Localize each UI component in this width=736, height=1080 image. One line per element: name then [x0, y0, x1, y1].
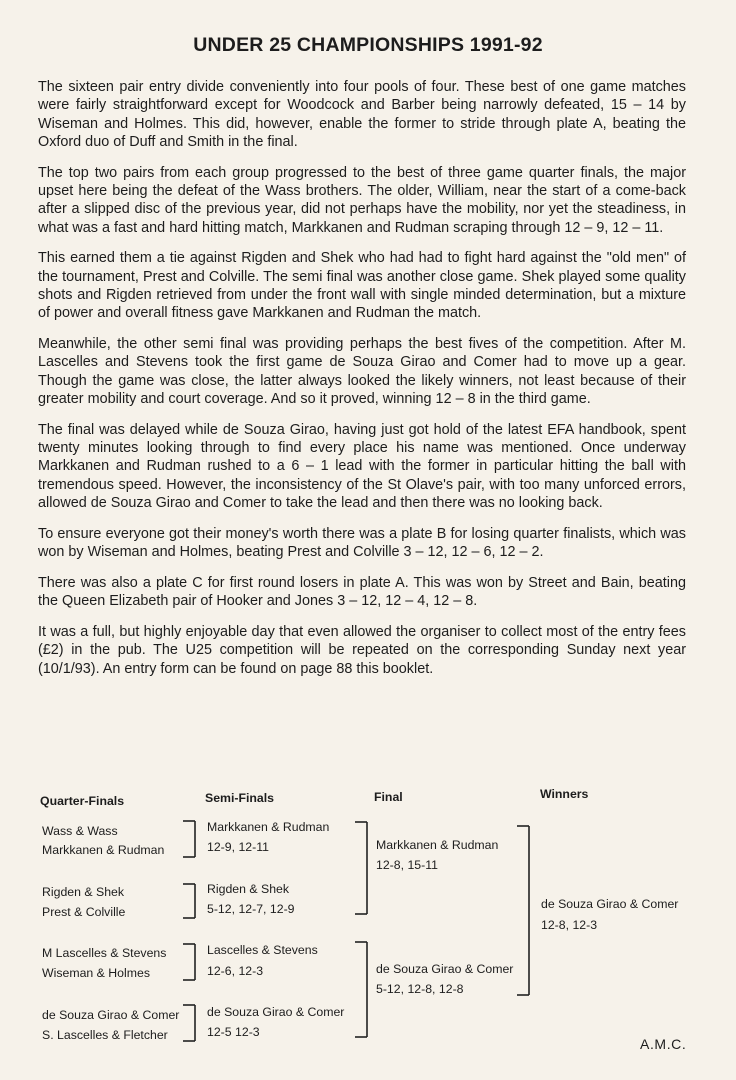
header-final: Final — [374, 790, 403, 804]
final-team: de Souza Girao & Comer — [376, 962, 514, 976]
paragraph: The sixteen pair entry divide conveniently into four pools of four. These best of one game matches were fairly straightforward except for Woodcock and Barber being narrowly defeated, 15 – 14 by Wiseman and Holmes. This did, however, enable the former to stride through plate A, beating the Oxford duo of Duff and Smith in the final. — [38, 79, 686, 150]
final-score: 12-8, 15-11 — [376, 858, 438, 872]
semi-final-score: 12-9, 12-11 — [207, 840, 269, 854]
paragraph: The final was delayed while de Souza Girao, having just got hold of the latest EFA handbook, spent twenty minutes looking through to find every place his name was mentioned. Once underway Markkanen and Rudman rushed to a 6 – 1 lead with the former in particular hitting the ball with tremendous speed. However, the inconsistency of the St Olave's pair, with too many unforced errors, allowed de Souza Girao and Comer to take the lead and then there was no looking back. — [38, 421, 686, 511]
paragraph: Meanwhile, the other semi final was providing perhaps the best fives of the competition. After M. Lascelles and Stevens took the first game de Souza Girao and Comer had to move up a gear. Though the game was close, the latter always looked the likely winners, not least because of their greater mobility and court coverage. And so it proved, winning 12 – 8 in the third game. — [38, 336, 686, 407]
champion-team: de Souza Girao & Comer — [541, 897, 679, 911]
header-semi-finals: Semi-Finals — [205, 791, 275, 805]
semi-final-team: Markkanen & Rudman — [207, 820, 330, 834]
quarter-final-team: Wiseman & Holmes — [42, 966, 150, 980]
quarter-final-team: Rigden & Shek — [42, 885, 125, 899]
paragraph: The top two pairs from each group progressed to the best of three game quarter finals, the major upset here being the defeat of the Wass brothers. The older, William, near the start of a come-back after a slipped disc of the previous year, did not perhaps have the mobility, nor yet the steadiness, in what was a fast and hard hitting match, Markkanen and Rudman scraping through 12 – 9, 12 – 11. — [38, 164, 686, 236]
semi-final-team: Lascelles & Stevens — [207, 943, 318, 957]
quarter-final-team: M Lascelles & Stevens — [42, 946, 167, 960]
semi-final-team: de Souza Girao & Comer — [207, 1005, 345, 1019]
quarter-final-team: Prest & Colville — [42, 905, 126, 919]
quarter-final-team: Wass & Wass — [42, 824, 118, 838]
paragraph: There was also a plate C for first round losers in plate A. This was won by Street and Bain, beating the Queen Elizabeth pair of Hooker and Jones 3 – 12, 12 – 4, 12 – 8. — [38, 574, 686, 610]
quarter-final-brackets — [183, 821, 195, 1041]
paragraph: It was a full, but highly enjoyable day that even allowed the organiser to collect most of the entry fees (£2) in the pub. The U25 competition will be repeated on the corresponding Sunday next year (10/1/93). An entry form can be found on page 88 this booklet. — [38, 623, 686, 677]
header-quarter-finals: Quarter-Finals — [40, 794, 125, 808]
final-team: Markkanen & Rudman — [376, 838, 499, 852]
page-title: UNDER 25 CHAMPIONSHIPS 1991-92 — [193, 34, 543, 56]
semi-final-score: 5-12, 12-7, 12-9 — [207, 902, 295, 916]
semi-final-brackets — [355, 822, 367, 1037]
quarter-final-team: de Souza Girao & Comer — [42, 1008, 180, 1022]
semi-final-team: Rigden & Shek — [207, 882, 290, 896]
final-score: 5-12, 12-8, 12-8 — [376, 982, 464, 996]
semi-final-score: 12-5 12-3 — [207, 1025, 260, 1039]
paragraph: To ensure everyone got their money's worth there was a plate B for losing quarter finalists, which was won by Wiseman and Holmes, beating Prest and Colville 3 – 12, 12 – 6, 12 – 2. — [38, 525, 686, 561]
author-signature: A.M.C. — [640, 1036, 687, 1052]
quarter-final-team: S. Lascelles & Fletcher — [42, 1028, 168, 1042]
final-bracket — [517, 826, 529, 995]
champion-score: 12-8, 12-3 — [541, 918, 598, 932]
semi-final-score: 12-6, 12-3 — [207, 964, 264, 978]
header-winners: Winners — [540, 787, 589, 801]
paragraph: This earned them a tie against Rigden and Shek who had had to fight hard against the "old men" of the tournament, Prest and Colville. The semi final was another close game. Shek played some quality shots and Rigden retrieved from under the front wall with single minded determination, but a mixture of power and overall fitness gave Markkanen and Rudman the match. — [38, 250, 686, 322]
quarter-final-team: Markkanen & Rudman — [42, 843, 165, 857]
